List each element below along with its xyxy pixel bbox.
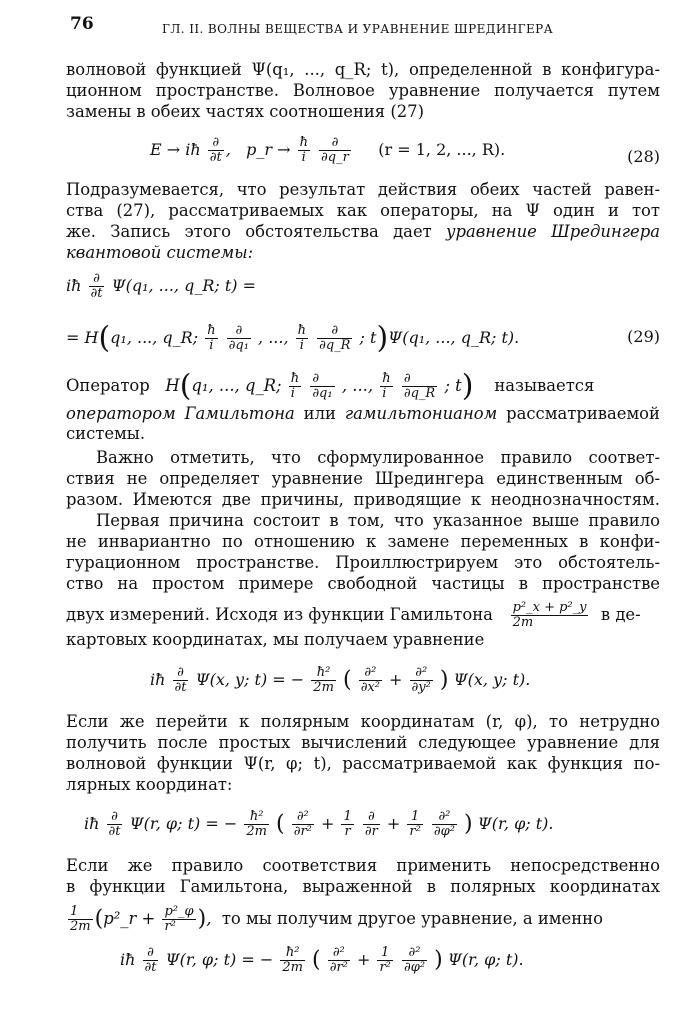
fraction: $\frac{ħ}{i}$	[297, 323, 307, 353]
equation-28: E → iħ $\frac{\partial}{\partial t}$ , p_r → $\frac{ħ}{i}$ $\frac{\partial}{\partial q\_r}$ (r = 1, 2, ..., R).	[150, 135, 506, 165]
fraction: $\frac{\text{∂²}}{\text{∂φ²}}$	[433, 809, 455, 839]
equation-polar-1: iħ $\frac{\partial}{\partial t}$ Ψ(r, φ; t) = − $\frac{\text{ħ²}}{2m}$ ( $\frac{\text{∂²}}{\text{∂r²}}$ + $\frac{1}{r}$ $\frac{\partial}{\partial r}$ + $\frac{1}{\text{r²}}$ $\frac{\text{∂²}}{\text{∂φ²}}$ ) Ψ(r, φ; t).	[84, 809, 554, 839]
equation-polar-2: iħ $\frac{\partial}{\partial t}$ Ψ(r, φ; t) = − $\frac{\text{ħ²}}{2m}$ ( $\frac{\text{∂²}}{\text{∂r²}}$ + $\frac{1}{\text{r²}}$ $\frac{\text{∂²}}{\text{∂φ²}}$ ) Ψ(r, φ; t).	[120, 945, 524, 975]
fraction: $\frac{\text{∂²}}{\text{∂r²}}$	[329, 945, 348, 975]
equation-number: (29)	[627, 327, 660, 346]
fraction: $\frac{\text{∂²}}{\text{∂φ²}}$	[404, 945, 426, 975]
fraction: $\frac{\partial}{\text{∂q₁}}$	[228, 323, 249, 353]
fraction: $\frac{1}{\text{r²}}$	[379, 945, 391, 975]
fraction: $\frac{1}{\text{r²}}$	[409, 809, 421, 839]
text-line: картовых координатах, мы получаем уравнение	[66, 630, 485, 649]
text-line: не инвариантно по отношению к замене переменных в конфи-	[66, 532, 660, 551]
text-line: ционном пространстве. Волновое уравнение получается путем	[66, 81, 660, 100]
text-line: замены в обеих частях соотношения (27)	[66, 102, 425, 121]
text-line: в функции Гамильтона, выраженной в полярных координатах	[66, 877, 660, 896]
text-line: ство на простом примере свободной частицы в пространстве	[66, 574, 660, 593]
fraction: $\frac{1}{2m}$	[70, 904, 91, 934]
fraction: $\frac{\partial}{\partial t}$	[144, 945, 157, 975]
fraction: $\frac{\text{ħ²}}{2m}$	[313, 665, 334, 695]
emphasis: уравнение Шредингера	[445, 222, 660, 241]
page-number: 76	[70, 14, 94, 34]
text-line: волновой функции Ψ(r, φ; t), рассматриваемой как функция по-	[66, 754, 660, 773]
fraction: $\frac{\partial}{\partial t}$	[90, 271, 103, 301]
fraction: $\frac{1}{r}$	[343, 809, 352, 839]
eq-term: E → iħ	[150, 140, 201, 159]
text-line: квантовой системы:	[66, 243, 254, 262]
text-line: оператором Гамильтона или гамильтонианом рассматриваемой	[66, 404, 660, 423]
text-line: Если же перейти к полярным координатам (r, φ), то нетрудно	[66, 712, 660, 731]
fraction: $\frac{\text{∂²}}{\text{∂r²}}$	[293, 809, 312, 839]
equation-29-line2: = H(q₁, ..., q_R; $\frac{ħ}{i}$ $\frac{\partial}{\text{∂q₁}}$ , ..., $\frac{ħ}{i}$ $\frac{\partial}{\partial q\_R}$ ; t)Ψ(q₁, ..., q_R; t).	[66, 320, 520, 356]
text-line: двух измерений. Исходя из функции Гамильтона $\frac{\text{p²\_x + p²\_y}}{2m}$ в де-	[66, 600, 641, 630]
fraction: $\frac{\partial}{\partial q\_R}$	[403, 371, 436, 401]
text-line: Подразумевается, что результат действия обеих частей равен-	[66, 180, 660, 199]
text-line: получить после простых вычислений следующее уравнение для	[66, 733, 660, 752]
text-line: гурационном пространстве. Проиллюстрируем это обстоятель-	[66, 553, 660, 572]
text-line: системы.	[66, 424, 146, 443]
text-line: волновой функцией Ψ(q₁, ..., q_R; t), определенной в конфигура-	[66, 60, 660, 79]
text-line: Первая причина состоит в том, что указанное выше правило	[96, 511, 660, 530]
hamiltonian-polar: $\frac{1}{2m}$ (p²_r + $\frac{\text{p²\_φ}}{\text{r²}}$ ),	[70, 904, 217, 934]
text-line: лярных координат:	[66, 775, 233, 794]
text-line: ства (27), рассматриваемых как операторы, на Ψ один и тот	[66, 201, 660, 220]
fraction: $\frac{ħ}{i}$	[382, 371, 391, 401]
fraction: $\frac{\partial}{\partial t}$	[174, 665, 187, 695]
fraction: $\frac{\partial}{\partial q\_R}$	[319, 323, 351, 353]
fraction: $\frac{\text{ħ²}}{2m}$	[246, 809, 267, 839]
fraction: $\frac{ħ}{i}$	[299, 135, 308, 165]
equation-cartesian: iħ $\frac{\partial}{\partial t}$ Ψ(x, y; t) = − $\frac{\text{ħ²}}{2m}$ ( $\frac{\text{∂²}}{\text{∂x²}}$ + $\frac{\text{∂²}}{\text{∂y²}}$ ) Ψ(x, y; t).	[150, 665, 531, 695]
hamiltonian-fraction: $\frac{\text{p²\_x + p²\_y}}{2m}$	[512, 600, 587, 630]
emphasis: оператором Гамильтона	[66, 404, 295, 423]
fraction: $\frac{\partial}{\partial q\_r}$	[321, 135, 349, 165]
page-header	[70, 14, 670, 40]
text-line: же. Запись этого обстоятельства дает уравнение Шредингера	[66, 222, 660, 241]
running-head: ГЛ. II. ВОЛНЫ ВЕЩЕСТВА И УРАВНЕНИЕ ШРЕДИНГЕРА	[162, 22, 554, 36]
emphasis: гамильтонианом	[344, 404, 498, 423]
text-line: Оператор H(q₁, ..., q_R; $\frac{ħ}{i}$ $\frac{\partial}{\text{∂q₁}}$ , ..., $\frac{ħ}{i}$ $\frac{\partial}{\partial q\_R}$ ; t) называется	[66, 368, 595, 404]
text-line: Если же правило соответствия применить непосредственно	[66, 856, 660, 875]
fraction: $\frac{\partial}{\partial r}$	[364, 809, 378, 839]
fraction: $\frac{\text{p²\_φ}}{\text{r²}}$	[164, 904, 194, 934]
fraction: $\frac{\text{∂²}}{\text{∂y²}}$	[411, 665, 431, 695]
fraction: $\frac{\partial}{\partial t}$	[108, 809, 121, 839]
text-line: разом. Имеются две причины, приводящие к неоднозначностям.	[66, 490, 660, 509]
fraction: $\frac{\text{ħ²}}{2m}$	[282, 945, 303, 975]
fraction: $\frac{ħ}{i}$	[207, 323, 216, 353]
equation-29-line1: iħ $\frac{\partial}{\partial t}$ Ψ(q₁, ..., q_R; t) =	[66, 271, 257, 301]
text-line: ствия не определяет уравнение Шредингера единственным об-	[66, 469, 660, 488]
fraction: $\frac{ħ}{i}$	[290, 371, 300, 401]
fraction: $\frac{\partial}{\text{∂q₁}}$	[312, 371, 333, 401]
text-line: Важно отметить, что сформулированное правило соответ-	[96, 448, 660, 467]
text-line: $\frac{1}{2m}$ (p²_r + $\frac{\text{p²\_φ}}{\text{r²}}$ ), то мы получим другое уравнение, а именно	[66, 905, 660, 934]
fraction: $\frac{\partial}{\partial t}$	[209, 135, 222, 165]
fraction: $\frac{\text{∂²}}{\text{∂x²}}$	[360, 665, 380, 695]
equation-number: (28)	[627, 147, 660, 166]
